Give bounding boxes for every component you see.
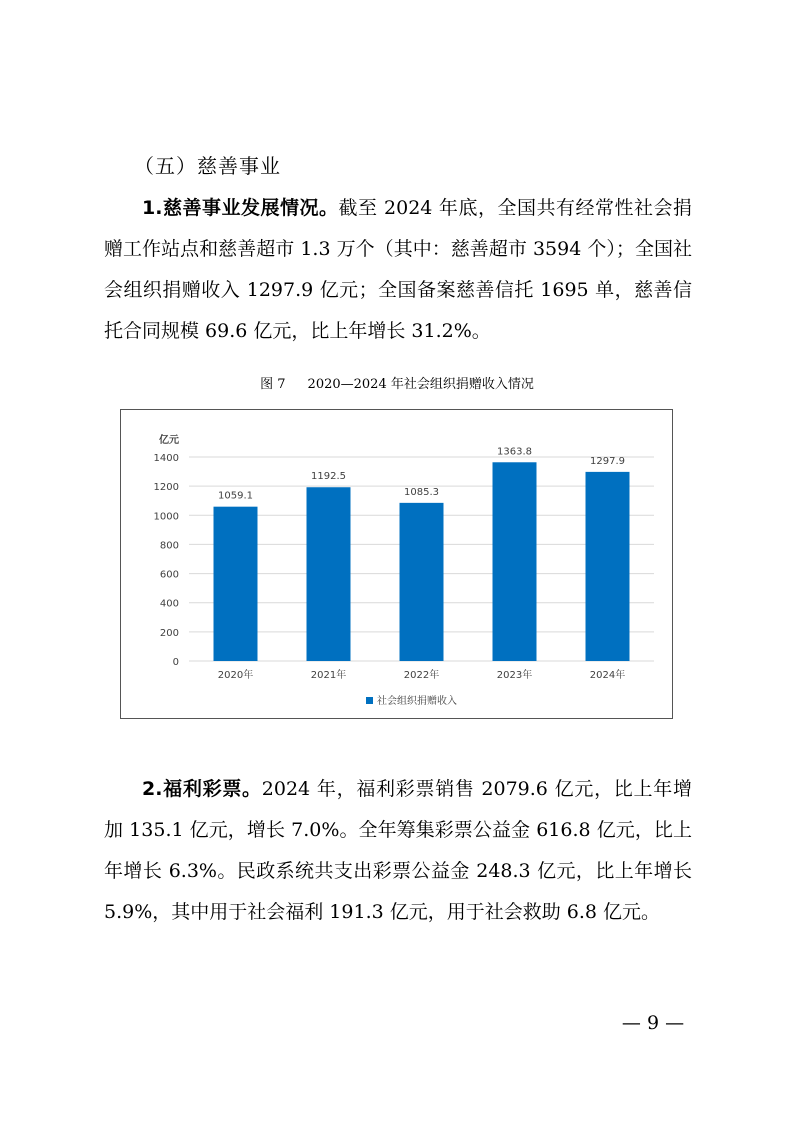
paragraph-charity-overview: [104, 188, 692, 352]
y-tick-label: 400: [159, 598, 179, 610]
x-tick-label: 2021年: [310, 670, 347, 681]
y-tick-label: 1000: [153, 511, 179, 523]
data-label: 1297.9: [590, 455, 625, 467]
data-label: 1085.3: [404, 486, 439, 498]
y-tick-label: 0: [172, 657, 179, 668]
paragraph-lead: 1.慈善事业发展情况。: [142, 197, 339, 219]
y-tick-label: 200: [159, 627, 179, 639]
y-axis-label: 亿元: [159, 435, 179, 446]
paragraph-body: 2024 年，福利彩票销售 2079.6 亿元，比上年增加 135.1 亿元，增长 7.0%。全年筹集彩票公益金 616.8 亿元，比上年增长 6.3%。民政系统共支出彩票公益金 248.3 亿元，比上年增长 5.9%，其中用于社会福利 191.3 亿元，用于社会救助 6.8 亿元。: [104, 778, 692, 923]
data-label: 1192.5: [311, 471, 346, 483]
x-tick-label: 2020年: [217, 670, 254, 681]
x-tick-label: 2023年: [496, 670, 533, 681]
y-tick-label: 1400: [153, 453, 179, 464]
figure-caption: [0, 373, 794, 392]
page-number: — 9 —: [621, 1012, 685, 1034]
figure-number: 图 7: [260, 377, 286, 392]
bar: [400, 503, 444, 661]
paragraph-lead: 2.福利彩票。: [142, 778, 262, 800]
data-label: 1363.8: [497, 446, 532, 458]
x-tick-label: 2022年: [403, 670, 440, 681]
paragraph-welfare-lottery: [104, 769, 692, 933]
data-label: 1059.1: [218, 490, 253, 502]
paragraph-body: 截至 2024 年底，全国共有经常性社会捐赠工作站点和慈善超市 1.3 万个（其中：慈善超市 3594 个）；全国社会组织捐赠收入 1297.9 亿元；全国备案慈善信托 1695 单，慈善信托合同规模 69.6 亿元，比上年增长 31.2%。: [104, 197, 692, 342]
chart-canvas: [121, 410, 674, 720]
bar: [307, 487, 351, 661]
legend-label: 社会组织捐赠收入: [377, 696, 457, 707]
bar: [493, 462, 537, 661]
y-tick-label: 800: [159, 540, 179, 552]
donation-income-chart: [120, 409, 673, 719]
figure-title: 2020—2024 年社会组织捐赠收入情况: [307, 377, 534, 392]
bar: [214, 507, 258, 661]
x-tick-label: 2024年: [589, 670, 626, 681]
bar: [586, 472, 630, 661]
y-tick-label: 600: [159, 569, 179, 581]
section-heading: （五）慈善事业: [134, 154, 281, 178]
y-tick-label: 1200: [153, 482, 179, 494]
legend-swatch: [366, 697, 373, 704]
